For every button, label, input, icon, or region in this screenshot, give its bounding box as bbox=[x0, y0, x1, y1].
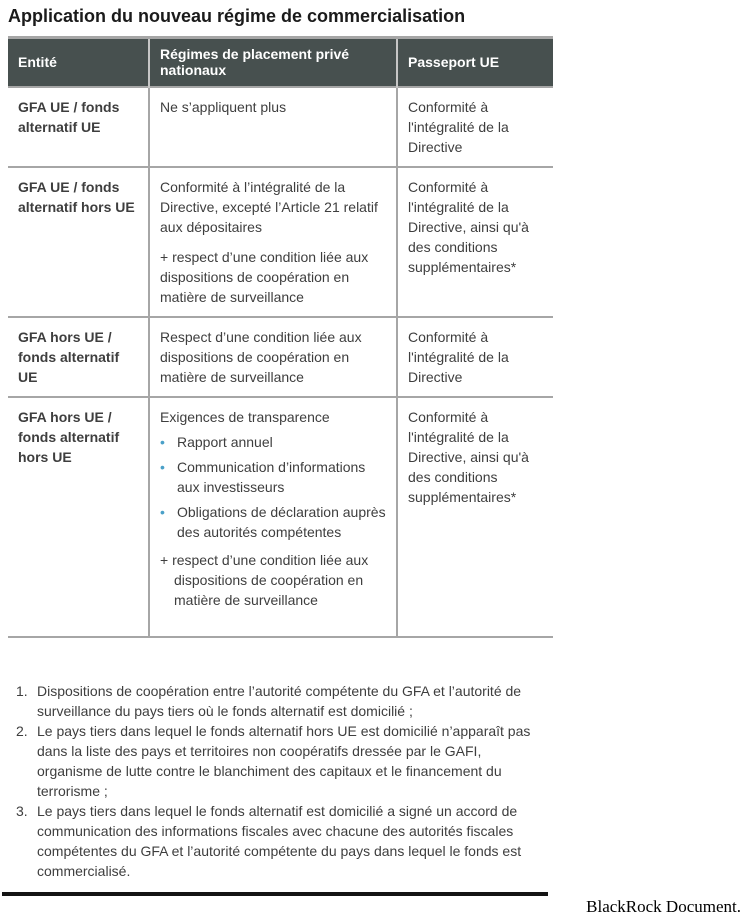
passport-cell: Conformité à l'intégralité de la Directive bbox=[397, 87, 553, 167]
column-header-entite: Entité bbox=[8, 38, 149, 87]
divider bbox=[2, 892, 548, 896]
entity-cell: GFA UE / fonds alternatif UE bbox=[8, 87, 149, 167]
footnote-text: Le pays tiers dans lequel le fonds alternatif hors UE est domicilié n’apparaît pas dans la liste des pays et territoires non coopératifs dressée par le GAFI, organisme de lutte contre le blanchiment des capitaux et le financement du terrorisme ; bbox=[37, 722, 531, 799]
footnote-item bbox=[16, 681, 550, 721]
regimes-cell bbox=[149, 317, 397, 397]
list-item-text: Communication d’informations aux investisseurs bbox=[177, 458, 366, 495]
table-row bbox=[8, 317, 553, 397]
footnote-number: 3. bbox=[16, 802, 28, 819]
bullet-icon: • bbox=[160, 433, 165, 450]
column-header-regimes: Régimes de placement privé nationaux bbox=[149, 38, 397, 87]
list-item bbox=[160, 502, 388, 542]
document-source-label: BlackRock Document. bbox=[586, 897, 741, 916]
transparency-bullet-list bbox=[160, 432, 388, 542]
passport-cell: Conformité à l'intégralité de la Directive, ainsi qu'à des conditions supplémentaires* bbox=[397, 167, 553, 317]
entity-cell: GFA hors UE / fonds alternatif hors UE bbox=[8, 397, 149, 637]
list-item bbox=[160, 432, 388, 452]
regimes-cell bbox=[149, 397, 397, 637]
table-row bbox=[8, 87, 553, 167]
footnotes-list bbox=[16, 681, 550, 881]
bullet-icon: • bbox=[160, 503, 165, 520]
entity-cell: GFA hors UE / fonds alternatif UE bbox=[8, 317, 149, 397]
table-header-row bbox=[8, 38, 553, 87]
list-item-text: Obligations de déclaration auprès des autorités compétentes bbox=[177, 503, 386, 540]
list-item bbox=[160, 457, 388, 497]
table-row bbox=[8, 167, 553, 317]
regimes-cell bbox=[149, 167, 397, 317]
passport-cell: Conformité à l'intégralité de la Directive bbox=[397, 317, 553, 397]
regimes-plus-text: + respect d’une condition liée aux dispositions de coopération en matière de surveillance bbox=[160, 248, 369, 305]
column-header-passeport: Passeport UE bbox=[397, 38, 553, 87]
footnote-text: Le pays tiers dans lequel le fonds alternatif est domicilié a signé un accord de communication des informations fiscales avec chacune des autorités fiscales compétentes du GFA et l’autorité compétente du pays dans lequel le fonds est commercialisé. bbox=[37, 802, 522, 879]
passport-cell: Conformité à l'intégralité de la Directive, ainsi qu'à des conditions supplémentaires* bbox=[397, 397, 553, 637]
regimes-text: Conformité à l’intégralité de la Directive, excepté l’Article 21 relatif aux dépositaires bbox=[160, 178, 378, 235]
regimes-text: Respect d’une condition liée aux dispositions de coopération en matière de surveillance bbox=[160, 328, 362, 385]
footnote-number: 1. bbox=[16, 682, 28, 699]
bullet-icon: • bbox=[160, 458, 165, 475]
footnote-item bbox=[16, 801, 550, 881]
regimes-text: Ne s’appliquent plus bbox=[160, 98, 287, 115]
regimes-intro-text: Exigences de transparence bbox=[160, 408, 330, 425]
regime-table bbox=[8, 36, 553, 638]
footnote-item bbox=[16, 721, 550, 801]
regimes-cell bbox=[149, 87, 397, 167]
footnote-number: 2. bbox=[16, 722, 28, 739]
table-row bbox=[8, 397, 553, 637]
regimes-plus-text: + respect d’une condition liée aux dispositions de coopération en matière de surveillance bbox=[160, 551, 369, 608]
list-item-text: Rapport annuel bbox=[177, 433, 273, 450]
page-title: Application du nouveau régime de commercialisation bbox=[8, 6, 466, 26]
footnote-text: Dispositions de coopération entre l’autorité compétente du GFA et l’autorité de surveillance du pays tiers où le fonds alternatif est domicilié ; bbox=[37, 682, 522, 719]
entity-cell: GFA UE / fonds alternatif hors UE bbox=[8, 167, 149, 317]
